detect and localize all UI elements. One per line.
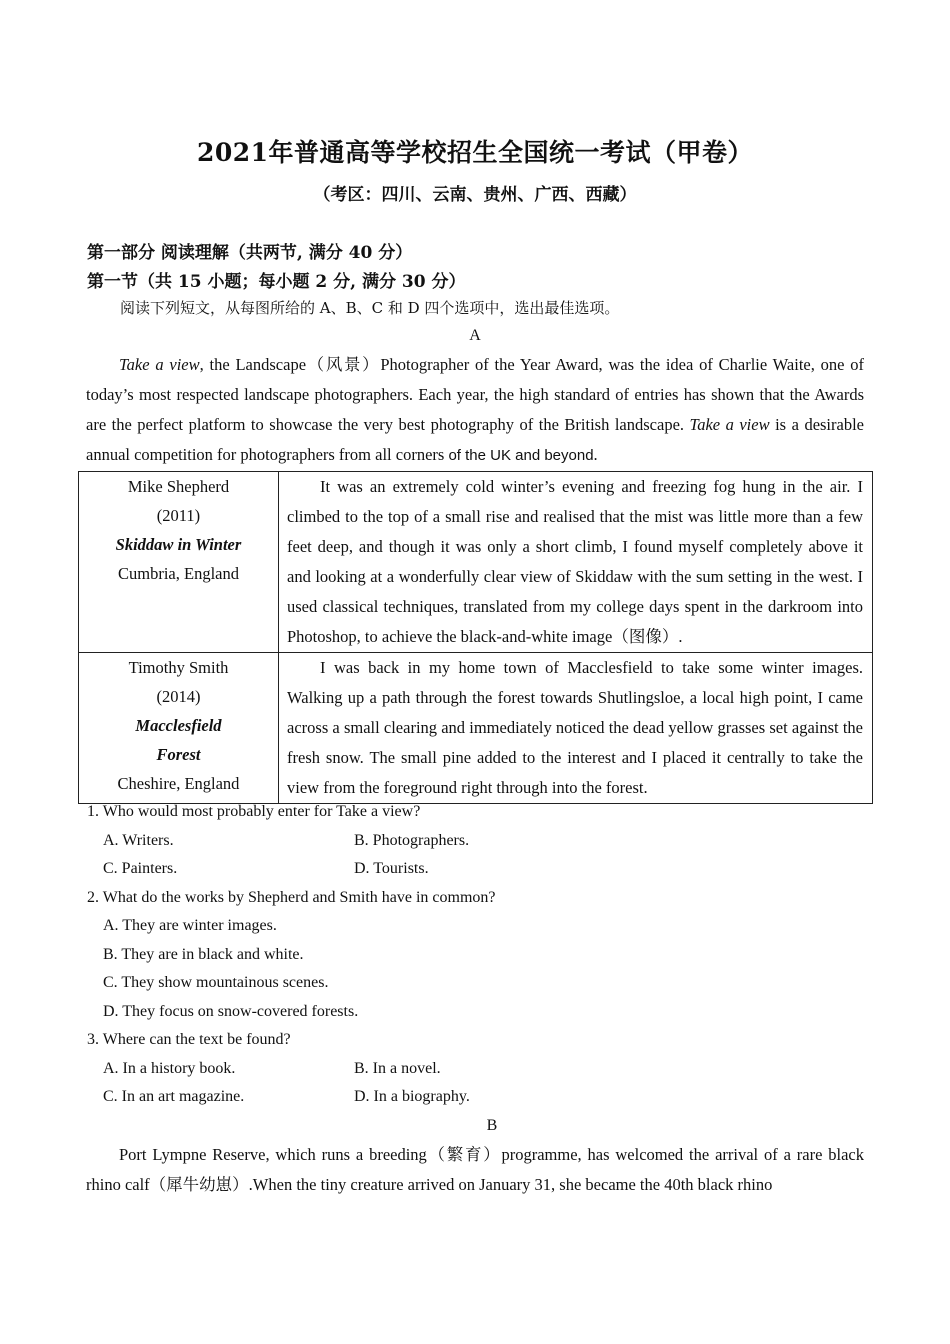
q3-option-d: D. In a biography. xyxy=(354,1088,470,1105)
entry-place: Cumbria, England xyxy=(118,564,239,583)
question-2: 2. What do the works by Shepherd and Smith have in common? xyxy=(87,889,496,906)
exam-title: 2021年普通高等学校招生全国统一考试（甲卷） xyxy=(196,138,754,167)
intro-text-3: of the UK and beyond xyxy=(448,447,594,464)
table-row xyxy=(79,653,873,804)
intro-text-2: is a desirable annual competition for photographers from all corners xyxy=(86,415,864,464)
entry-description xyxy=(279,653,873,804)
q2-option-d: D. They focus on snow-covered forests. xyxy=(103,1003,359,1020)
entries-table xyxy=(78,471,873,804)
intro-italic-2: Take a view xyxy=(689,415,770,434)
q2-option-c: C. They show mountainous scenes. xyxy=(103,974,329,991)
passage-a-intro xyxy=(86,350,864,471)
passage-b-label: B xyxy=(486,1117,498,1134)
intro-text-1: , the Landscape（风景）Photographer of the Year Award, was the idea of Charlie Waite, one of today’s most respected landscape photographers. Each year, the high standard of entries has shown that the Awards are the perfect platform to showcase the very best photography of the British landscape. xyxy=(86,355,865,434)
question-3: 3. Where can the text be found? xyxy=(87,1031,291,1048)
q2-option-a: A. They are winter images. xyxy=(103,917,277,934)
question-1: 1. Who would most probably enter for Take a view? xyxy=(87,803,421,820)
passage-a-label: A xyxy=(469,327,481,344)
intro-text-4: . xyxy=(593,445,598,464)
q1-option-a: A. Writers. xyxy=(103,832,174,849)
entry-work: Skiddaw in Winter xyxy=(115,535,242,554)
q1-option-c: C. Painters. xyxy=(103,860,178,877)
q1-option-b: B. Photographers. xyxy=(354,832,470,849)
part-heading: 第一部分 阅读理解（共两节, 满分 40 分） xyxy=(87,243,413,263)
q2-option-b: B. They are in black and white. xyxy=(103,946,304,963)
entry-work: Macclesfield xyxy=(135,716,222,735)
entry-name: Mike Shepherd xyxy=(127,477,230,496)
entry-text: It was an extremely cold winter’s evening and freezing fog hung in the air. I climbed to the top of a small rise and realised that the mist was little more than a few feet deep, and though it was only a short climb, I found myself completely above it and looking at a wonderfully clear view of Skiddaw with the sum setting in the west. I used classical techniques, translated from my college days spent in the darkroom into Photoshop, to achieve the black-and-white image（图像）. xyxy=(287,477,863,646)
q1-option-d: D. Tourists. xyxy=(354,860,429,877)
q3-option-c: C. In an art magazine. xyxy=(103,1088,245,1105)
entry-description xyxy=(279,472,873,653)
passage-b-text: Port Lympne Reserve, which runs a breeding（繁育）programme, has welcomed the arrival of a rare black rhino calf（犀牛幼崽）.When the tiny creature arrived on January 31, she became the 40th black rhino xyxy=(86,1145,864,1194)
entry-place: Cheshire, England xyxy=(117,774,240,793)
section-heading: 第一节（共 15 小题；每小题 2 分, 满分 30 分） xyxy=(87,272,466,292)
entry-info xyxy=(79,653,279,804)
entry-name: Timothy Smith xyxy=(128,658,229,677)
entry-year: (2014) xyxy=(156,687,201,706)
intro-italic-1: Take a view xyxy=(119,355,200,374)
q3-option-b: B. In a novel. xyxy=(354,1060,441,1077)
exam-subtitle: （考区：四川、云南、贵州、广西、西藏） xyxy=(313,185,637,205)
q3-option-a: A. In a history book. xyxy=(103,1060,236,1077)
entry-info xyxy=(79,472,279,653)
entry-work-cont: Forest xyxy=(156,745,201,764)
entry-year: (2011) xyxy=(156,506,201,525)
entry-text: I was back in my home town of Macclesfield to take some winter images. Walking up a path through the forest towards Shutlingsloe, a local high point, I came across a small clearing and immediately noticed the dead yellow grasses set against the fresh snow. The small pine added to the interest and I placed it centrally to take the view from the foreground right through into the forest. xyxy=(287,658,863,797)
table-row xyxy=(79,472,873,653)
instruction: 阅读下列短文，从每图所给的 A、B、C 和 D 四个选项中，选出最佳选项。 xyxy=(120,299,620,317)
